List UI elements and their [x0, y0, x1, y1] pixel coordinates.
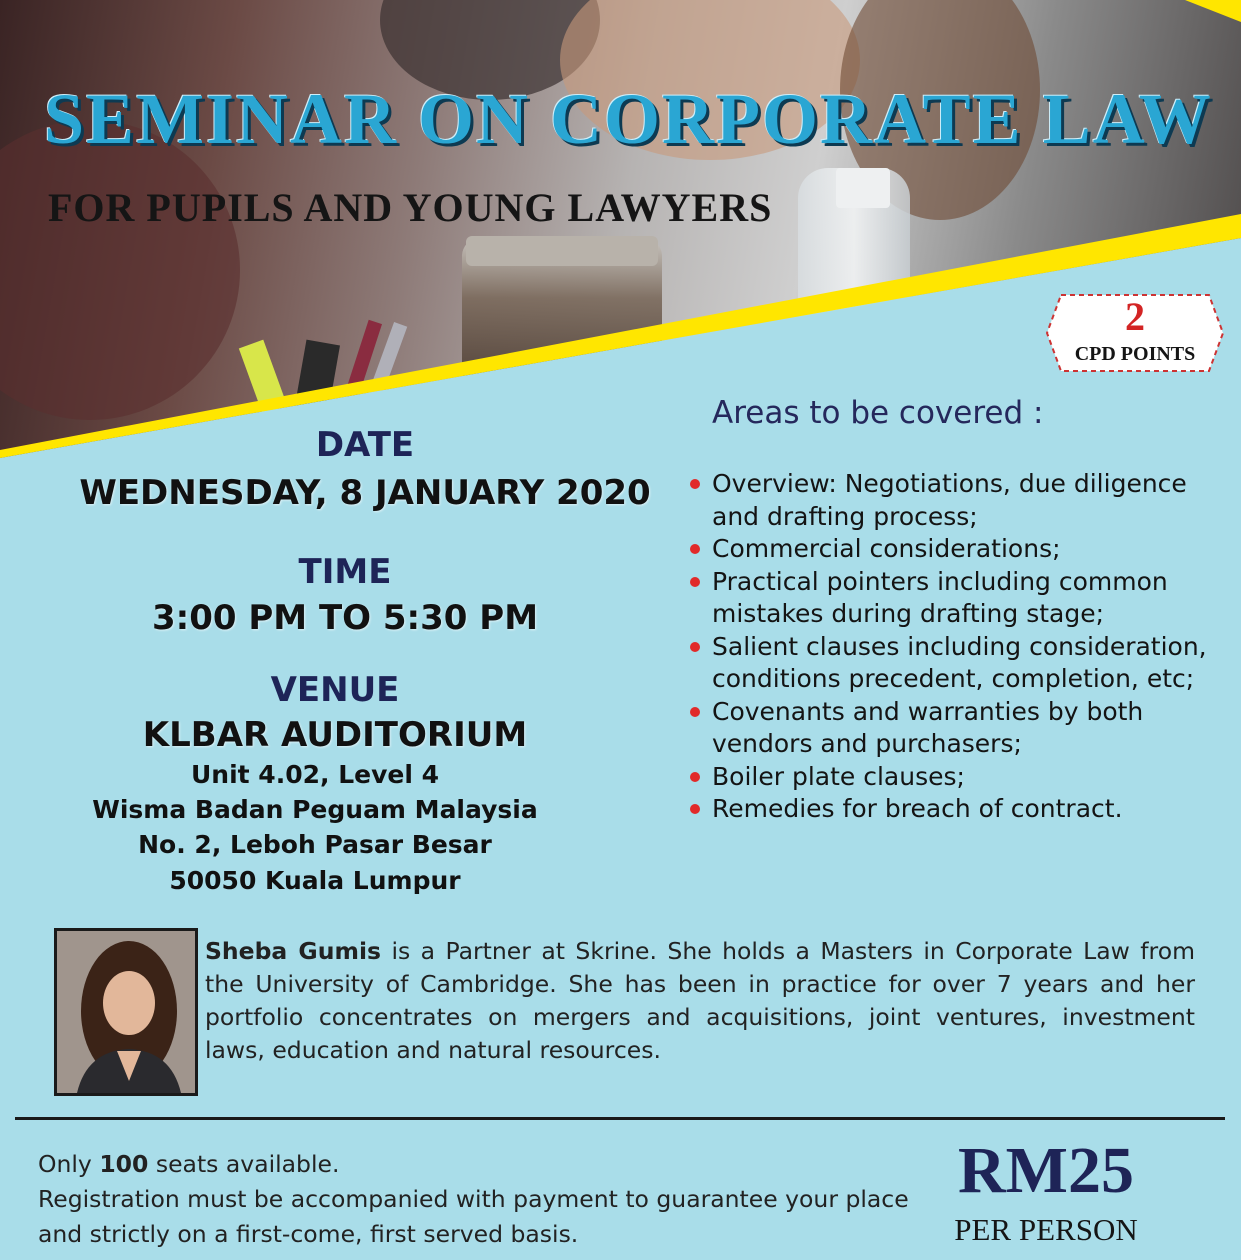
bullet-icon	[690, 479, 700, 489]
seats-count: 100	[99, 1150, 149, 1178]
areas-list	[690, 468, 1230, 826]
cpd-number: 2	[1125, 294, 1145, 339]
venue-address-line: Unit 4.02, Level 4	[190, 760, 439, 789]
time-value: 3:00 PM TO 5:30 PM	[151, 598, 539, 638]
areas-heading: Areas to be covered :	[712, 395, 1044, 431]
list-item: Practical pointers including common mistakes during drafting stage;	[690, 566, 1230, 631]
footer-text	[38, 1147, 918, 1252]
speaker-bio	[205, 935, 1195, 1067]
page-subtitle: FOR PUPILS AND YOUNG LAWYERS	[48, 185, 773, 230]
page-title: SEMINAR ON CORPORATE LAW	[44, 79, 1213, 159]
time-heading: TIME	[298, 552, 392, 592]
bullet-icon	[690, 707, 700, 717]
seats-note: Only 100 seats available.	[38, 1150, 340, 1178]
list-item: Salient clauses including consideration, conditions precedent, completion, etc;	[690, 631, 1230, 696]
list-item: Remedies for breach of contract.	[690, 793, 1230, 826]
list-item: Overview: Negotiations, due diligence and drafting process;	[690, 468, 1230, 533]
venue-address-line: Wisma Badan Peguam Malaysia	[92, 795, 538, 824]
bullet-icon	[690, 804, 700, 814]
speaker-name: Sheba Gumis	[205, 937, 381, 965]
date-value: WEDNESDAY, 8 JANUARY 2020	[79, 473, 651, 513]
cpd-label: CPD POINTS	[1074, 343, 1196, 365]
bullet-icon	[690, 772, 700, 782]
list-item: Boiler plate clauses;	[690, 761, 1230, 794]
venue-address-line: No. 2, Leboh Pasar Besar	[138, 830, 492, 859]
bullet-icon	[690, 544, 700, 554]
bullet-icon	[690, 577, 700, 587]
cpd-badge	[1045, 287, 1225, 379]
price-unit: PER PERSON	[954, 1212, 1138, 1247]
divider	[15, 1117, 1225, 1120]
speaker-bio-text: is a Partner at Skrine. She holds a Masters in Corporate Law from the University of Cambridge. She has been in practice for over 7 years and her portfolio concentrates on mergers and acquisitions, joint ventures, investment laws, education and natural resources.	[205, 937, 1195, 1064]
bullet-icon	[690, 642, 700, 652]
price-amount: RM25	[958, 1134, 1134, 1207]
diagonal-band	[0, 0, 1241, 470]
venue-heading: VENUE	[270, 670, 400, 710]
list-item: Commercial considerations;	[690, 533, 1230, 566]
registration-note: Registration must be accompanied with payment to guarantee your place and strictly on a first-come, first served basis.	[38, 1185, 909, 1248]
venue-address-line: 50050 Kuala Lumpur	[169, 866, 461, 895]
venue-name: KLBAR AUDITORIUM	[142, 715, 528, 755]
date-heading: DATE	[315, 425, 415, 465]
list-item: Covenants and warranties by both vendors and purchasers;	[690, 696, 1230, 761]
speaker-photo	[54, 928, 198, 1096]
